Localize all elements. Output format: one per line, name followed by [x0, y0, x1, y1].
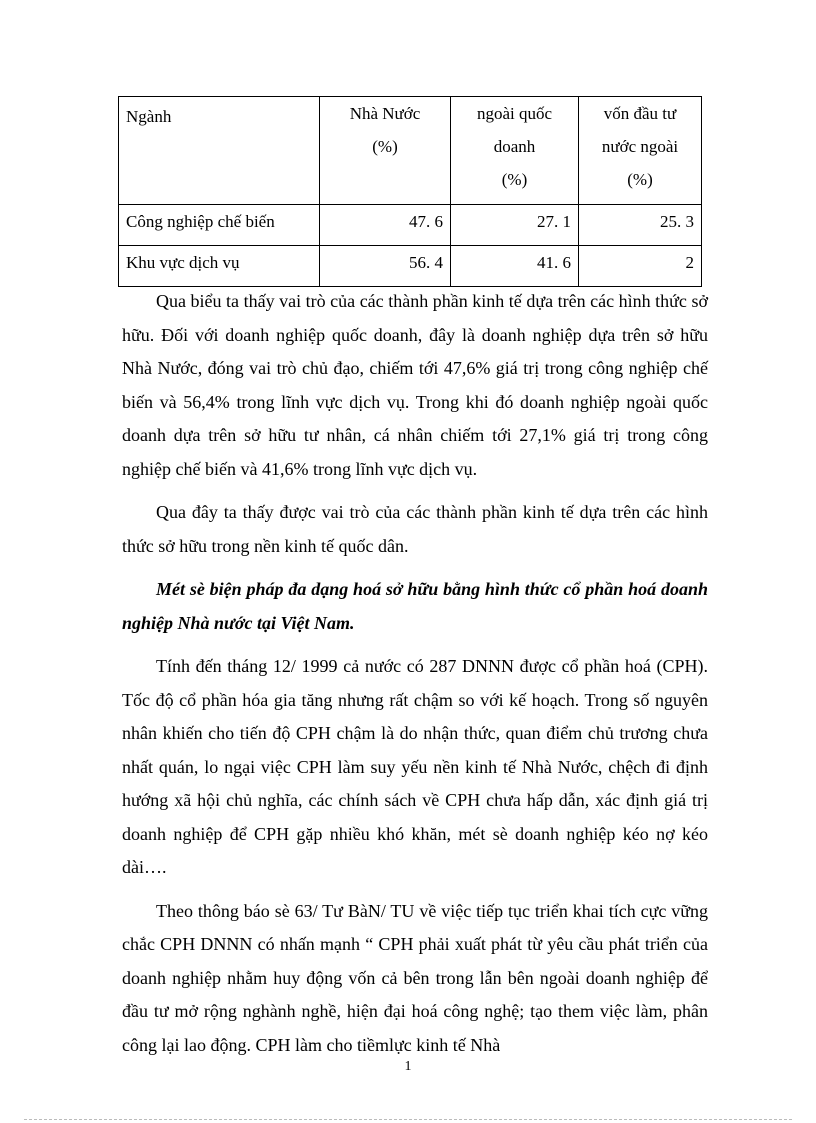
header-nha-nuoc: [320, 97, 451, 205]
table-row: [119, 205, 702, 246]
header-nganh-label: Ngành: [126, 107, 172, 126]
section-heading: Mét sè biện pháp đa dạng hoá sở hữu bằng hình thức cổ phần hoá doanh nghiệp Nhà nước tại Việt Nam.: [122, 579, 708, 633]
table-header-row: [119, 97, 702, 205]
page-bottom-divider: [24, 1119, 792, 1120]
paragraph-announcement: Theo thông báo sè 63/ Tư BàN/ TU về việc tiếp tục triển khai tích cực vững chắc CPH DNNN có nhấn mạnh “ CPH phải xuất phát từ yêu cầu phát triển của doanh nghiệp nhằm huy động vốn cả bên trong lẫn bên ngoài doanh nghiệp để đầu tư mở rộng nghành nghề, hiện đại hoá công nghệ; tạo them việc làm, phân công lại lao động. CPH làm cho tiềmlực kinh tế Nhà: [122, 900, 708, 1055]
header-von-dau-tu-line3: (%): [627, 170, 653, 189]
header-von-dau-tu: [579, 97, 702, 205]
page-number: 1: [404, 1059, 412, 1074]
paragraph-conclusion: Qua đây ta thấy được vai trò của các thành phần kinh tế dựa trên các hình thức sở hữu trong nền kinh tế quốc dân.: [122, 502, 708, 556]
body-text: [122, 285, 708, 1062]
cell-ngoai-quoc-doanh: 41. 6: [451, 246, 579, 287]
row-label: Khu vực dịch vụ: [119, 246, 320, 287]
header-von-dau-tu-line2: nước ngoài: [601, 137, 679, 156]
header-nganh: [119, 97, 320, 205]
cell-ngoai-quoc-doanh: 27. 1: [451, 205, 579, 246]
cell-nha-nuoc: 47. 6: [320, 205, 451, 246]
paragraph-cph-progress: Tính đến tháng 12/ 1999 cả nước có 287 DNNN được cổ phần hoá (CPH). Tốc độ cổ phần hóa gia tăng nhưng rất chậm so với kế hoạch. Trong số nguyên nhân khiến cho tiến độ CPH chậm là do nhận thức, quan điểm chủ trương chưa nhất quán, lo ngại việc CPH làm suy yếu nền kinh tế Nhà Nước, chệch đi định hướng xã hội chủ nghĩa, các chính sách về CPH chưa hấp dẫn, xác định giá trị doanh nghiệp để CPH gặp nhiều khó khăn, mét sè doanh nghiệp kéo nợ kéo dài….: [122, 656, 708, 877]
cell-von-dau-tu: 2: [579, 246, 702, 287]
header-ngoai-quoc-doanh: [451, 97, 579, 205]
cell-von-dau-tu: 25. 3: [579, 205, 702, 246]
header-ngoai-quoc-doanh-line2: doanh: [493, 137, 536, 156]
paragraph-analysis: Qua biểu ta thấy vai trò của các thành phần kinh tế dựa trên các hình thức sở hữu. Đối với doanh nghiệp quốc doanh, đây là doanh nghiệp dựa trên sở hữu Nhà Nước, đóng vai trò chủ đạo, chiếm tới 47,6% giá trị trong công nghiệp chế biến và 56,4% trong lĩnh vực dịch vụ. Trong khi đó doanh nghiệp ngoài quốc doanh dựa trên sở hữu tư nhân, cá nhân chiếm tới 27,1% giá trị trong công nghiệp chế biến và 41,6% trong lĩnh vực dịch vụ.: [122, 291, 708, 479]
table-row: [119, 246, 702, 287]
cell-nha-nuoc: 56. 4: [320, 246, 451, 287]
header-nha-nuoc-line1: Nhà Nước: [349, 104, 421, 123]
header-von-dau-tu-line1: vốn đầu tư: [603, 104, 677, 123]
header-nha-nuoc-line2: (%): [372, 137, 398, 156]
header-ngoai-quoc-doanh-line3: (%): [501, 170, 528, 189]
ownership-share-table: [118, 96, 702, 287]
row-label: Công nghiệp chế biến: [119, 205, 320, 246]
header-ngoai-quoc-doanh-line1: ngoài quốc: [476, 104, 553, 123]
